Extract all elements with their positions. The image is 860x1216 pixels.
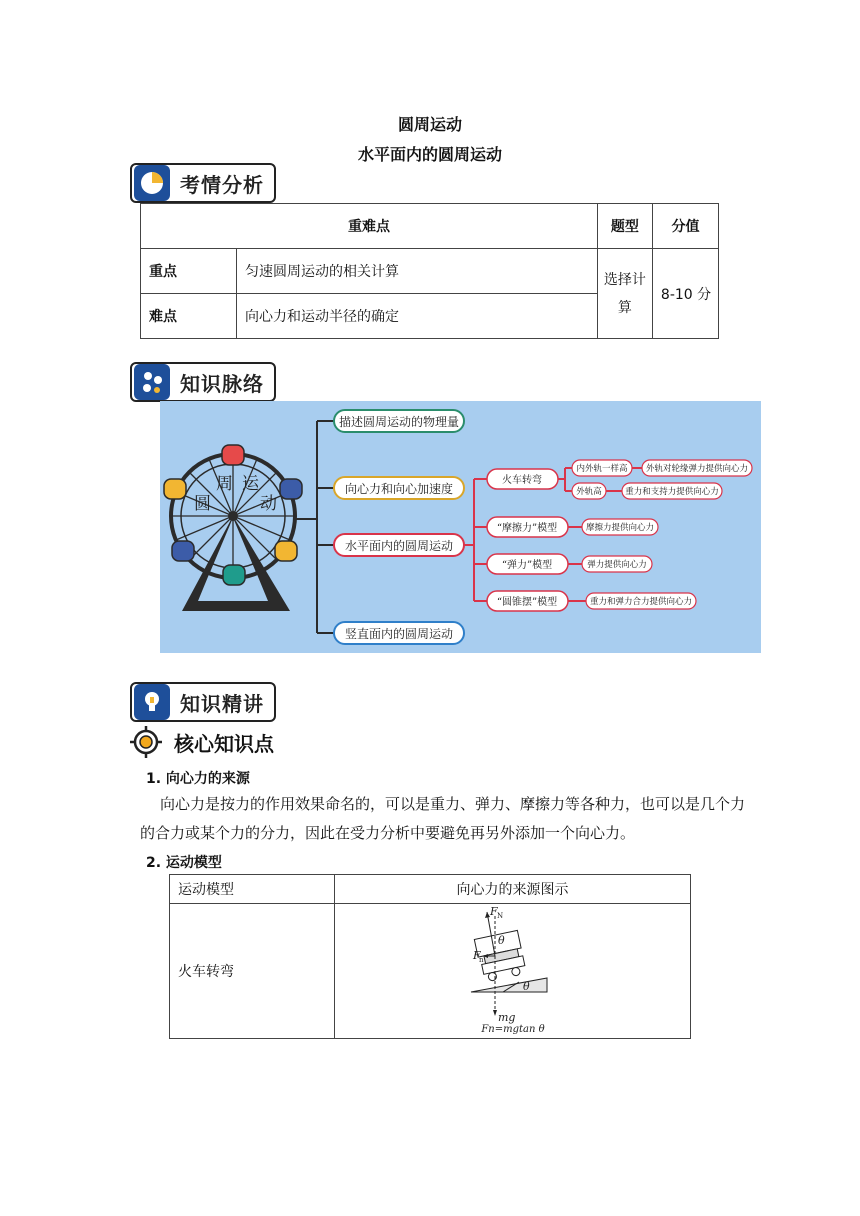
core-heading — [130, 726, 274, 758]
header-figure: 向心力的来源图示 — [335, 875, 691, 904]
mindmap-subnode: “圆锥摆”模型 — [496, 597, 558, 608]
item1-text: 向心力是按力的作用效果命名的，可以是重力、弹力、摩擦力等各种力，也可以是几个力的合力或某个力的分力，因此在受力分析中要避免再另外添加一个向心力。 — [140, 795, 746, 842]
mindmap-node: 水平面内的圆周运动 — [344, 539, 454, 553]
mindmap-leaf: 重力和弹力合力提供向心力 — [589, 597, 693, 607]
label-fn2-sub: n — [478, 956, 484, 964]
badge-label: 知识精讲 — [180, 691, 264, 716]
mindmap-node: 竖直面内的圆周运动 — [344, 627, 454, 641]
item2-title: 2. 运动模型 — [146, 855, 222, 871]
mindmap-background — [160, 401, 761, 653]
row-label: 难点 — [141, 294, 237, 339]
row-content: 匀速圆周运动的相关计算 — [237, 249, 598, 294]
header-model: 运动模型 — [170, 875, 335, 904]
core-heading-label: 核心知识点 — [174, 731, 274, 756]
section-badge-analysis — [130, 163, 276, 203]
section-badge-lecture — [130, 682, 276, 722]
target-icon — [130, 726, 162, 758]
mindmap-leaf: 摩擦力提供向心力 — [585, 523, 655, 533]
page-subtitle: 水平面内的圆周运动 — [357, 145, 502, 164]
mindmap-leaf: 重力和支持力提供向心力 — [625, 487, 719, 497]
page-title: 圆周运动 — [397, 115, 462, 134]
label-fn2: F — [472, 949, 481, 962]
row-label: 重点 — [141, 249, 237, 294]
mindmap-subnode: “摩擦力”模型 — [496, 523, 558, 534]
mindmap-node: 描述圆周运动的物理量 — [338, 415, 460, 429]
label-fn: F — [489, 905, 498, 918]
train-turn-force-diagram — [463, 904, 563, 1034]
wheel-char: 周 — [216, 474, 233, 494]
mindmap-leaf: 外轨对轮缘弹力提供向心力 — [645, 464, 749, 474]
knowledge-mindmap — [160, 401, 761, 653]
motion-model-table — [169, 874, 691, 1039]
lightbulb-icon — [134, 684, 170, 720]
mindmap-leaf: 弹力提供向心力 — [587, 560, 647, 570]
header-type: 题型 — [597, 204, 652, 249]
score-value: 8-10 分 — [652, 249, 718, 339]
row-content: 向心力和运动半径的确定 — [237, 294, 598, 339]
mindmap-leaf: 外轨高 — [576, 487, 602, 497]
question-type: 选择计算 — [597, 249, 652, 339]
badge-label: 考情分析 — [180, 172, 264, 197]
label-theta: θ — [522, 980, 530, 993]
header-score: 分值 — [652, 204, 718, 249]
formula-fn: Fn=mgtan θ — [480, 1024, 545, 1034]
mindmap-leaf: 内外轨一样高 — [576, 464, 628, 474]
network-icon — [134, 364, 170, 400]
pie-chart-icon — [134, 165, 170, 201]
wheel-char: 圆 — [194, 494, 211, 514]
mindmap-subnode: “弹力”模型 — [501, 560, 553, 571]
item1-title: 1. 向心力的来源 — [146, 771, 250, 787]
label-theta-top: θ — [497, 934, 505, 947]
wheel-char: 动 — [260, 494, 277, 514]
label-mg: mg — [497, 1011, 515, 1024]
wheel-char: 运 — [242, 474, 259, 494]
header-difficulty: 重难点 — [141, 204, 598, 249]
difficulty-table — [140, 203, 719, 339]
mindmap-subnode: 火车转弯 — [502, 475, 542, 486]
section-badge-map — [130, 362, 276, 402]
badge-label: 知识脉络 — [180, 371, 264, 396]
model-name: 火车转弯 — [170, 904, 335, 1039]
label-fn-sub: N — [496, 912, 503, 920]
mindmap-node: 向心力和向心加速度 — [344, 482, 454, 496]
